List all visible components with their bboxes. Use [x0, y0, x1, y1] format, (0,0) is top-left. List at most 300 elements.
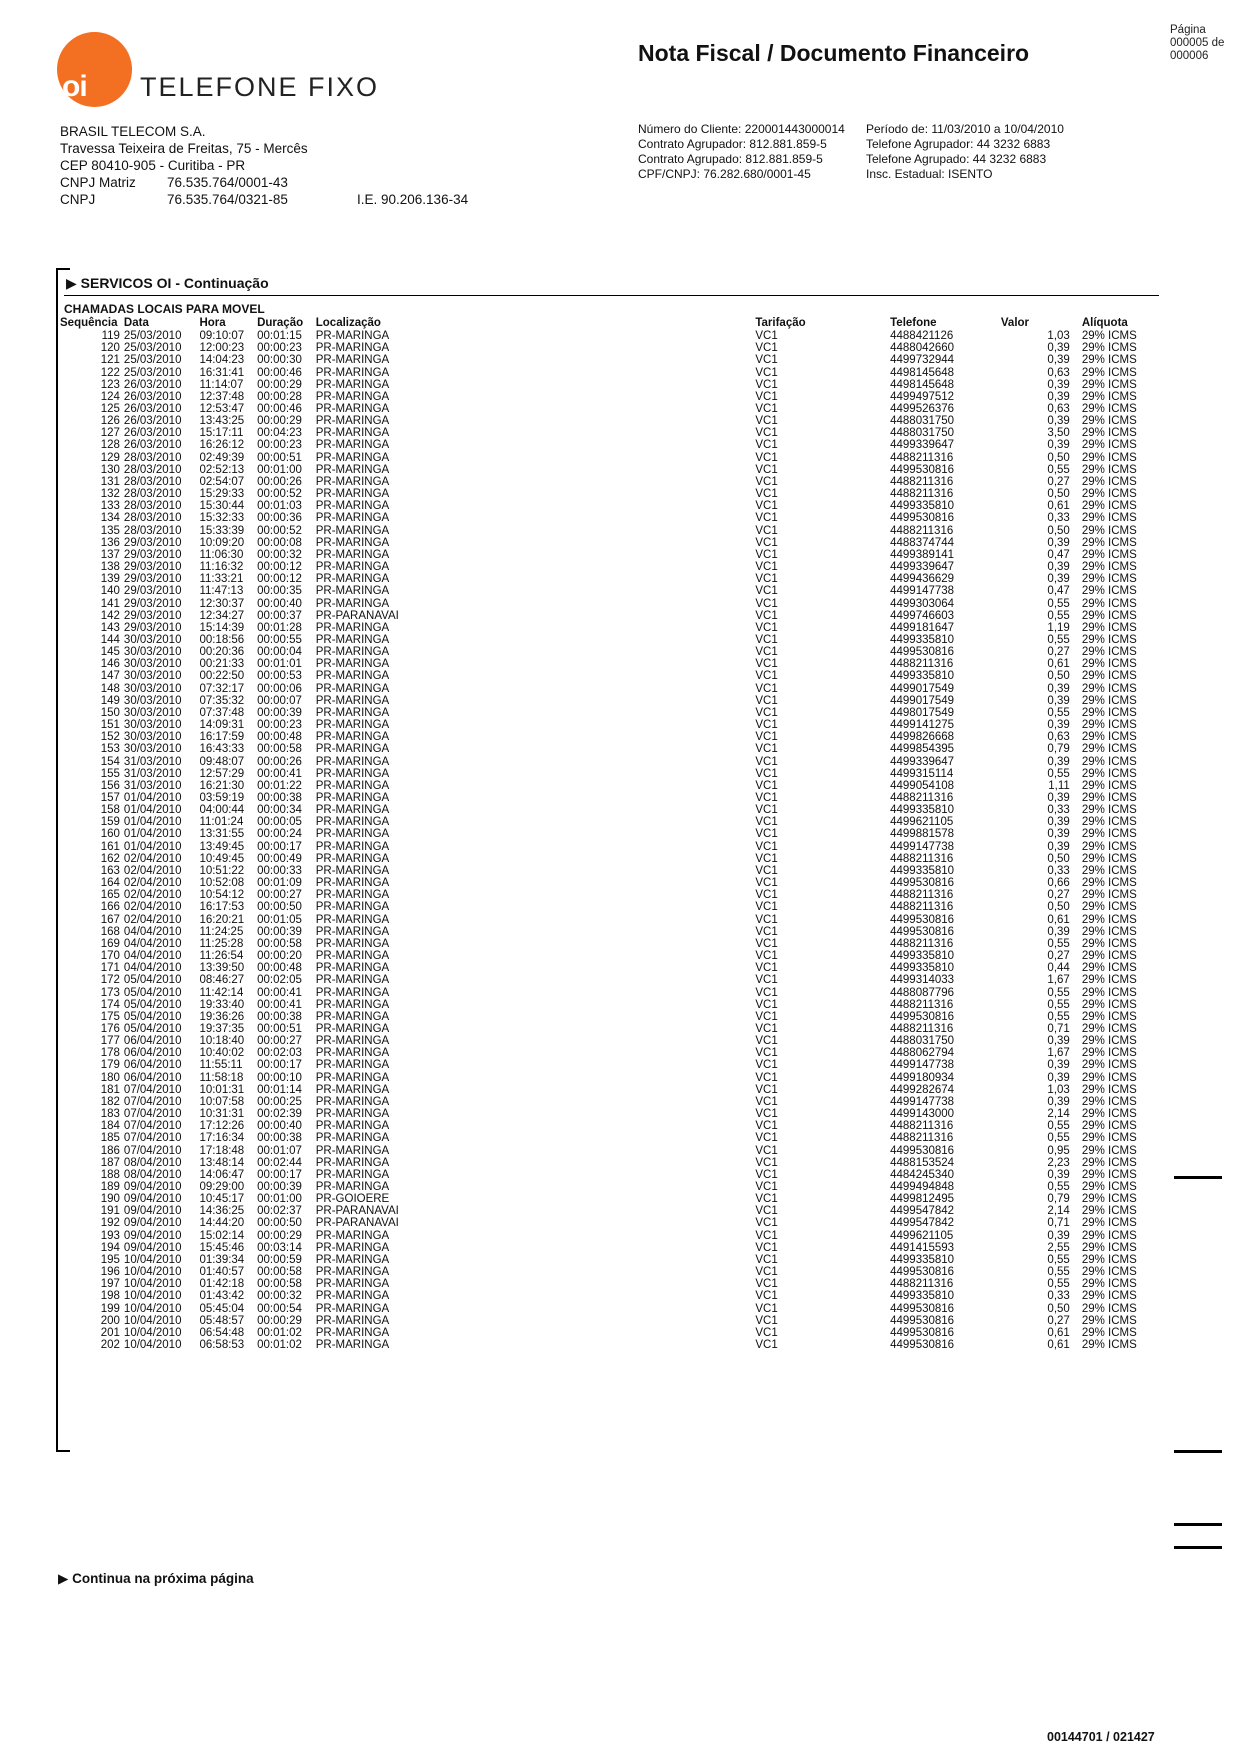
cell-hora: 11:01:24	[199, 816, 244, 829]
table-row	[60, 1084, 1170, 1096]
cell-localizacao: PR-MARINGA	[315, 646, 390, 659]
cell-telefone: 4499530816	[890, 1266, 955, 1279]
cell-tarifacao: VC1	[755, 1326, 778, 1339]
cell-tarifacao: VC1	[755, 561, 778, 574]
cell-localizacao: PR-MARINGA	[315, 925, 390, 938]
cell-duracao: 00:00:50	[257, 901, 302, 914]
cell-localizacao: PR-MARINGA	[315, 1010, 390, 1023]
cell-sequencia: 161	[100, 840, 120, 853]
table-row	[60, 1242, 1170, 1254]
cell-tarifacao: VC1	[755, 1229, 778, 1242]
cell-hora: 10:31:31	[199, 1108, 245, 1121]
cell-data: 07/04/2010	[123, 1083, 182, 1096]
cell-tarifacao: VC1	[755, 512, 778, 525]
cell-data: 25/03/2010	[123, 330, 182, 343]
cell-data: 29/03/2010	[123, 548, 182, 561]
cell-duracao: 00:00:51	[257, 1022, 302, 1035]
cell-duracao: 00:04:23	[257, 427, 302, 440]
cell-telefone: 4499497512	[890, 390, 955, 403]
cell-telefone: 4488374744	[890, 536, 955, 549]
cell-data: 07/04/2010	[123, 1132, 182, 1145]
cell-duracao: 00:00:58	[257, 937, 302, 950]
cell-sequencia: 138	[100, 561, 120, 574]
cell-localizacao: PR-MARINGA	[315, 427, 390, 440]
cell-data: 31/03/2010	[123, 779, 182, 792]
cell-tarifacao: VC1	[755, 1314, 778, 1327]
cell-valor: 0,79	[1047, 1193, 1070, 1206]
cell-aliquota: 29% ICMS	[1081, 974, 1137, 987]
table-row	[60, 439, 1170, 451]
cell-tarifacao: VC1	[755, 1217, 778, 1230]
cell-sequencia: 157	[100, 792, 120, 805]
cell-hora: 16:17:53	[199, 901, 245, 914]
cell-data: 04/04/2010	[123, 962, 182, 975]
cell-tarifacao: VC1	[755, 670, 778, 683]
cell-aliquota: 29% ICMS	[1081, 1181, 1137, 1194]
table-row	[60, 342, 1170, 354]
cell-data: 09/04/2010	[123, 1181, 182, 1194]
cell-localizacao: PR-PARANAVAI	[315, 1217, 399, 1230]
cell-data: 28/03/2010	[123, 451, 182, 464]
cell-duracao: 00:01:09	[257, 877, 302, 890]
cell-telefone: 4499315114	[890, 767, 954, 780]
cell-telefone: 4488211316	[890, 475, 954, 488]
col-sequencia: Sequência	[60, 317, 118, 329]
cell-duracao: 00:00:24	[257, 828, 302, 841]
cell-hora: 11:47:13	[199, 585, 244, 598]
table-row	[60, 512, 1170, 524]
cell-hora: 08:46:27	[199, 974, 245, 987]
table-row	[60, 901, 1170, 913]
cell-aliquota: 29% ICMS	[1081, 427, 1137, 440]
cell-data: 05/04/2010	[123, 974, 182, 987]
cell-sequencia: 142	[100, 609, 120, 622]
table-row	[60, 828, 1170, 840]
cell-valor: 0,33	[1047, 512, 1070, 525]
table-row	[60, 1181, 1170, 1193]
cell-duracao: 00:00:06	[257, 682, 302, 695]
cell-localizacao: PR-MARINGA	[315, 500, 390, 513]
col-valor: Valor	[1000, 317, 1030, 329]
cell-valor: 0,27	[1047, 950, 1070, 963]
cell-sequencia: 125	[100, 403, 120, 416]
cell-aliquota: 29% ICMS	[1081, 403, 1137, 416]
page-total: 000006	[1170, 50, 1209, 62]
continue-note-text: Continua na próxima página	[72, 1571, 254, 1586]
cell-tarifacao: VC1	[755, 1047, 778, 1060]
cell-duracao: 00:00:23	[257, 719, 302, 732]
table-row	[60, 549, 1170, 561]
cell-localizacao: PR-MARINGA	[315, 719, 390, 732]
cell-valor: 0,55	[1047, 463, 1070, 476]
cell-sequencia: 123	[100, 378, 120, 391]
table-row	[60, 585, 1170, 597]
cell-aliquota: 29% ICMS	[1081, 852, 1137, 865]
cell-sequencia: 189	[100, 1181, 120, 1194]
cell-valor: 0,63	[1047, 403, 1070, 416]
cell-valor: 0,55	[1047, 1120, 1070, 1133]
cell-valor: 0,50	[1047, 1302, 1070, 1315]
margin-mark	[1174, 1523, 1222, 1526]
table-row	[60, 1108, 1170, 1120]
table-row	[60, 646, 1170, 658]
cell-sequencia: 162	[100, 852, 120, 865]
cell-data: 25/03/2010	[123, 354, 182, 367]
cell-telefone: 4491415593	[890, 1241, 955, 1254]
cell-aliquota: 29% ICMS	[1081, 767, 1137, 780]
table-row	[60, 719, 1170, 731]
cell-valor: 0,27	[1047, 646, 1070, 659]
cell-sequencia: 143	[100, 621, 120, 634]
cell-telefone: 4488031750	[890, 1035, 955, 1048]
cell-duracao: 00:01:01	[257, 658, 302, 671]
cell-tarifacao: VC1	[755, 609, 778, 622]
cell-localizacao: PR-MARINGA	[315, 1290, 390, 1303]
cpf-cnpj: CPF/CNPJ: 76.282.680/0001-45	[638, 167, 811, 181]
cell-hora: 16:31:41	[199, 366, 245, 379]
cell-data: 10/04/2010	[123, 1290, 182, 1303]
cell-sequencia: 177	[100, 1035, 120, 1048]
cell-tarifacao: VC1	[755, 1205, 778, 1218]
cell-telefone: 4488062794	[890, 1047, 955, 1060]
table-row	[60, 743, 1170, 755]
table-row	[60, 1120, 1170, 1132]
cell-aliquota: 29% ICMS	[1081, 621, 1137, 634]
cell-valor: 0,50	[1047, 852, 1070, 865]
cell-sequencia: 152	[100, 731, 120, 744]
cell-localizacao: PR-MARINGA	[315, 1083, 390, 1096]
cell-localizacao: PR-MARINGA	[315, 330, 390, 343]
cell-localizacao: PR-MARINGA	[315, 451, 390, 464]
table-row	[60, 634, 1170, 646]
cell-data: 26/03/2010	[123, 415, 182, 428]
cell-hora: 07:32:17	[199, 682, 245, 695]
cell-aliquota: 29% ICMS	[1081, 706, 1137, 719]
cell-data: 30/03/2010	[123, 719, 182, 732]
cell-sequencia: 136	[100, 536, 120, 549]
cell-duracao: 00:00:58	[257, 1266, 302, 1279]
cell-aliquota: 29% ICMS	[1081, 1205, 1137, 1218]
cell-duracao: 00:00:28	[257, 390, 302, 403]
company-name: BRASIL TELECOM S.A.	[60, 124, 206, 139]
company-cep: CEP 80410-905 - Curitiba - PR	[60, 158, 246, 173]
cell-valor: 0,39	[1047, 1229, 1070, 1242]
cell-sequencia: 193	[100, 1229, 120, 1242]
cell-duracao: 00:01:15	[257, 330, 302, 343]
cell-localizacao: PR-MARINGA	[315, 390, 390, 403]
cell-localizacao: PR-MARINGA	[315, 366, 390, 379]
cell-data: 04/04/2010	[123, 937, 182, 950]
cell-localizacao: PR-MARINGA	[315, 792, 390, 805]
cell-tarifacao: VC1	[755, 804, 778, 817]
cell-data: 02/04/2010	[123, 889, 182, 902]
cell-data: 01/04/2010	[123, 828, 182, 841]
cell-sequencia: 164	[100, 877, 120, 890]
cell-duracao: 00:00:37	[257, 609, 302, 622]
cell-duracao: 00:00:29	[257, 1314, 302, 1327]
cell-telefone: 4499530816	[890, 877, 955, 890]
cell-localizacao: PR-MARINGA	[315, 706, 390, 719]
cell-hora: 01:39:34	[199, 1253, 245, 1266]
continue-note	[58, 1571, 254, 1587]
cell-tarifacao: VC1	[755, 889, 778, 902]
cell-localizacao: PR-MARINGA	[315, 1314, 390, 1327]
cell-hora: 15:14:39	[199, 621, 245, 634]
cell-localizacao: PR-MARINGA	[315, 1156, 390, 1169]
cell-tarifacao: VC1	[755, 828, 778, 841]
cell-hora: 12:30:37	[199, 597, 245, 610]
cell-sequencia: 141	[100, 597, 120, 610]
cell-hora: 09:29:00	[199, 1181, 245, 1194]
cell-telefone: 4499054108	[890, 779, 955, 792]
cell-data: 26/03/2010	[123, 439, 182, 452]
cell-valor: 0,55	[1047, 986, 1070, 999]
cell-hora: 11:26:54	[199, 950, 244, 963]
cell-aliquota: 29% ICMS	[1081, 1120, 1137, 1133]
cell-hora: 16:20:21	[199, 913, 245, 926]
cell-valor: 0,27	[1047, 889, 1070, 902]
cell-sequencia: 185	[100, 1132, 120, 1145]
cell-sequencia: 166	[100, 901, 120, 914]
table-row	[60, 597, 1170, 609]
cell-telefone: 4498017549	[890, 706, 955, 719]
cell-valor: 0,39	[1047, 1071, 1070, 1084]
table-row	[60, 452, 1170, 464]
cell-tarifacao: VC1	[755, 1339, 778, 1352]
cell-telefone: 4488211316	[890, 1278, 954, 1291]
cell-sequencia: 119	[101, 330, 120, 343]
page-label: Página	[1170, 24, 1206, 36]
cell-tarifacao: VC1	[755, 475, 778, 488]
cell-aliquota: 29% ICMS	[1081, 889, 1137, 902]
cell-hora: 13:43:25	[199, 415, 245, 428]
cell-duracao: 00:00:38	[257, 792, 302, 805]
table-row	[60, 780, 1170, 792]
cell-localizacao: PR-MARINGA	[315, 901, 390, 914]
col-hora: Hora	[199, 317, 226, 329]
cell-localizacao: PR-MARINGA	[315, 1108, 390, 1121]
cell-hora: 10:51:22	[199, 864, 245, 877]
table-row	[60, 622, 1170, 634]
cell-aliquota: 29% ICMS	[1081, 609, 1137, 622]
cell-localizacao: PR-MARINGA	[315, 1253, 390, 1266]
cell-data: 09/04/2010	[123, 1229, 182, 1242]
cell-sequencia: 147	[100, 670, 120, 683]
cell-telefone: 4499530816	[890, 1010, 955, 1023]
cell-localizacao: PR-MARINGA	[315, 804, 390, 817]
cell-valor: 0,61	[1047, 500, 1070, 513]
cell-data: 30/03/2010	[123, 633, 182, 646]
cell-localizacao: PR-MARINGA	[315, 633, 390, 646]
section-divider	[64, 295, 1159, 296]
cell-aliquota: 29% ICMS	[1081, 1278, 1137, 1291]
cell-valor: 0,55	[1047, 1010, 1070, 1023]
cell-aliquota: 29% ICMS	[1081, 1071, 1137, 1084]
cell-duracao: 00:02:05	[257, 974, 302, 987]
cell-tarifacao: VC1	[755, 646, 778, 659]
cell-aliquota: 29% ICMS	[1081, 719, 1137, 732]
cell-aliquota: 29% ICMS	[1081, 1035, 1137, 1048]
cell-hora: 11:06:30	[199, 548, 244, 561]
cell-telefone: 4488211316	[890, 658, 954, 671]
cell-telefone: 4499339647	[890, 755, 955, 768]
cell-data: 06/04/2010	[123, 1035, 182, 1048]
cell-localizacao: PR-PARANAVAI	[315, 1205, 399, 1218]
cell-aliquota: 29% ICMS	[1081, 1326, 1137, 1339]
cell-valor: 1,67	[1047, 1047, 1070, 1060]
cell-tarifacao: VC1	[755, 779, 778, 792]
cell-duracao: 00:01:00	[257, 463, 302, 476]
cell-duracao: 00:01:00	[257, 1193, 302, 1206]
cell-hora: 01:40:57	[199, 1266, 245, 1279]
cell-localizacao: PR-MARINGA	[315, 962, 390, 975]
cell-aliquota: 29% ICMS	[1081, 1095, 1137, 1108]
cell-aliquota: 29% ICMS	[1081, 731, 1137, 744]
cell-duracao: 00:00:29	[257, 1229, 302, 1242]
cell-tarifacao: VC1	[755, 451, 778, 464]
cell-telefone: 4499530816	[890, 1339, 955, 1352]
cell-duracao: 00:01:28	[257, 621, 302, 634]
table-row	[60, 1072, 1170, 1084]
cell-duracao: 00:00:38	[257, 1010, 302, 1023]
cell-telefone: 4488087796	[890, 986, 955, 999]
cell-duracao: 00:00:29	[257, 378, 302, 391]
cell-telefone: 4499181647	[890, 621, 955, 634]
cell-data: 06/04/2010	[123, 1047, 182, 1060]
cell-tarifacao: VC1	[755, 500, 778, 513]
cell-valor: 0,33	[1047, 804, 1070, 817]
cell-localizacao: PR-MARINGA	[315, 512, 390, 525]
cell-valor: 0,55	[1047, 1266, 1070, 1279]
cell-valor: 1,67	[1047, 974, 1070, 987]
cell-aliquota: 29% ICMS	[1081, 463, 1137, 476]
cell-aliquota: 29% ICMS	[1081, 366, 1137, 379]
cell-data: 01/04/2010	[123, 804, 182, 817]
cell-hora: 19:37:35	[199, 1022, 245, 1035]
table-row	[60, 1266, 1170, 1278]
cell-hora: 12:53:47	[199, 403, 245, 416]
cell-tarifacao: VC1	[755, 864, 778, 877]
cell-hora: 02:49:39	[199, 451, 245, 464]
cell-hora: 15:02:14	[199, 1229, 245, 1242]
cell-valor: 2,14	[1047, 1205, 1070, 1218]
cell-hora: 10:45:17	[199, 1193, 245, 1206]
cell-tarifacao: VC1	[755, 621, 778, 634]
table-row	[60, 561, 1170, 573]
table-row	[60, 500, 1170, 512]
cell-sequencia: 190	[100, 1193, 120, 1206]
cell-duracao: 00:00:39	[257, 706, 302, 719]
cell-localizacao: PR-MARINGA	[315, 1181, 390, 1194]
cell-duracao: 00:01:03	[257, 500, 302, 513]
cell-tarifacao: VC1	[755, 682, 778, 695]
cell-tarifacao: VC1	[755, 378, 778, 391]
cell-duracao: 00:00:51	[257, 451, 302, 464]
cell-hora: 17:16:34	[199, 1132, 245, 1145]
cell-localizacao: PR-MARINGA	[315, 877, 390, 890]
cell-data: 01/04/2010	[123, 792, 182, 805]
cell-localizacao: PR-MARINGA	[315, 937, 390, 950]
cell-data: 30/03/2010	[123, 706, 182, 719]
cell-localizacao: PR-MARINGA	[315, 767, 390, 780]
cell-hora: 11:24:25	[199, 925, 244, 938]
cell-sequencia: 121	[100, 354, 120, 367]
cell-tarifacao: VC1	[755, 427, 778, 440]
cell-telefone: 4499530816	[890, 913, 955, 926]
cell-aliquota: 29% ICMS	[1081, 743, 1137, 756]
table-row	[60, 476, 1170, 488]
cell-sequencia: 148	[100, 682, 120, 695]
cell-telefone: 4488211316	[890, 524, 954, 537]
cell-aliquota: 29% ICMS	[1081, 536, 1137, 549]
cell-data: 30/03/2010	[123, 731, 182, 744]
cell-duracao: 00:00:32	[257, 548, 302, 561]
cell-valor: 0,44	[1047, 962, 1070, 975]
cell-sequencia: 197	[100, 1278, 120, 1291]
company-address: Travessa Teixeira de Freitas, 75 - Mercês	[60, 141, 308, 156]
cell-localizacao: PR-MARINGA	[315, 585, 390, 598]
cell-duracao: 00:00:41	[257, 998, 302, 1011]
cell-valor: 0,39	[1047, 925, 1070, 938]
cell-telefone: 4488421126	[890, 330, 954, 343]
cell-data: 07/04/2010	[123, 1144, 182, 1157]
cell-aliquota: 29% ICMS	[1081, 986, 1137, 999]
cell-hora: 15:30:44	[199, 500, 245, 513]
cell-hora: 10:01:31	[199, 1083, 245, 1096]
cell-tarifacao: VC1	[755, 962, 778, 975]
cell-valor: 1,19	[1047, 621, 1070, 634]
cell-duracao: 00:00:41	[257, 767, 302, 780]
cell-hora: 11:25:28	[199, 937, 244, 950]
table-row	[60, 695, 1170, 707]
cell-localizacao: PR-MARINGA	[315, 597, 390, 610]
cell-sequencia: 188	[100, 1168, 120, 1181]
cell-data: 25/03/2010	[123, 366, 182, 379]
margin-mark	[1174, 1176, 1222, 1179]
cell-duracao: 00:00:26	[257, 475, 302, 488]
cell-data: 08/04/2010	[123, 1156, 182, 1169]
cell-hora: 05:45:04	[199, 1302, 245, 1315]
cell-duracao: 00:00:46	[257, 403, 302, 416]
cell-valor: 0,39	[1047, 682, 1070, 695]
cell-tarifacao: VC1	[755, 1120, 778, 1133]
cell-hora: 01:43:42	[199, 1290, 245, 1303]
cell-valor: 0,39	[1047, 792, 1070, 805]
cell-duracao: 00:00:39	[257, 1181, 302, 1194]
cell-duracao: 00:00:40	[257, 597, 302, 610]
cell-localizacao: PR-MARINGA	[315, 1059, 390, 1072]
cell-duracao: 00:02:03	[257, 1047, 302, 1060]
cell-telefone: 4499339647	[890, 439, 955, 452]
cell-valor: 0,39	[1047, 390, 1070, 403]
cell-localizacao: PR-GOIOERE	[315, 1193, 390, 1206]
cell-telefone: 4499180934	[890, 1071, 955, 1084]
cell-localizacao: PR-MARINGA	[315, 1302, 390, 1315]
cell-aliquota: 29% ICMS	[1081, 1314, 1137, 1327]
cell-sequencia: 129	[100, 451, 120, 464]
cell-sequencia: 196	[100, 1266, 120, 1279]
cell-tarifacao: VC1	[755, 901, 778, 914]
cell-aliquota: 29% ICMS	[1081, 390, 1137, 403]
cell-localizacao: PR-MARINGA	[315, 1241, 390, 1254]
cell-localizacao: PR-MARINGA	[315, 354, 390, 367]
cell-tarifacao: VC1	[755, 852, 778, 865]
cell-sequencia: 191	[100, 1205, 120, 1218]
cell-valor: 1,11	[1048, 779, 1070, 792]
cell-data: 10/04/2010	[123, 1266, 182, 1279]
cell-localizacao: PR-MARINGA	[315, 950, 390, 963]
cell-data: 28/03/2010	[123, 475, 182, 488]
